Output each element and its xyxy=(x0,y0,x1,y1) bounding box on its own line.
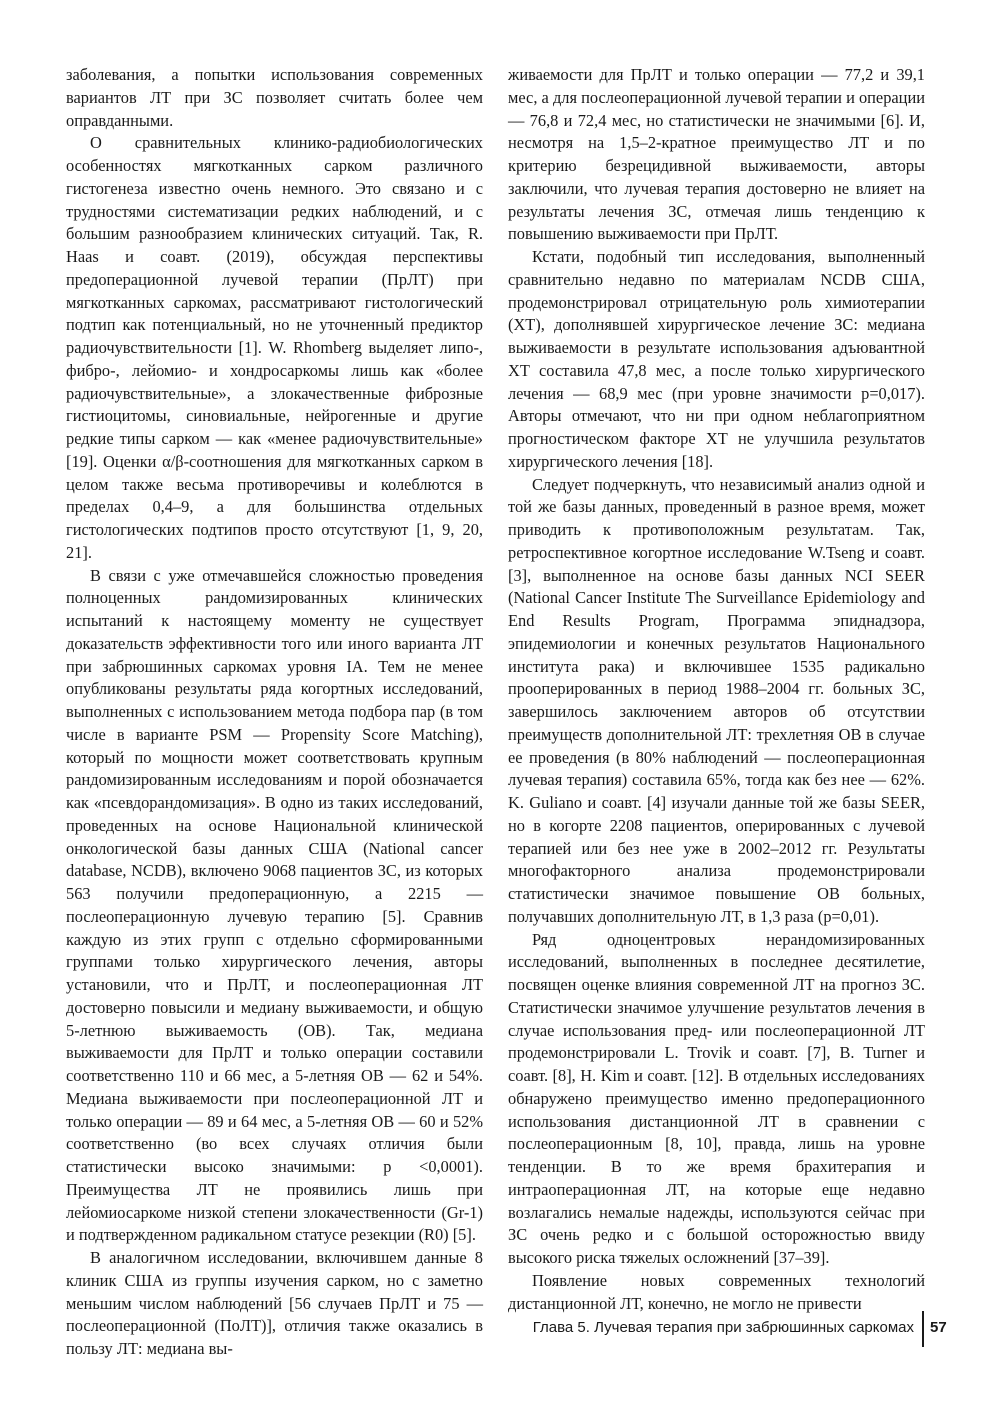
footer-divider xyxy=(922,1311,924,1347)
chapter-title: Глава 5. Лучевая терапия при забрюшинных саркомах xyxy=(532,1319,914,1336)
right-column xyxy=(508,64,925,1315)
paragraph: Следует подчеркнуть, что независимый анализ одной и той же базы данных, проведенный в разное время, может приводить к противоположным результатам. Так, ретроспективное когортное исследование W.Tseng и соавт. [3], выполненное на основе базы данных NCI SEER (National Cancer Institute The Surveillance Epidemiology and End Results Program, Программа эпиднадзора, эпидемиологии и конечных результатов Национального института рака) и включившее 1535 радикально прооперированных в период 1988–2004 гг. больных ЗС, завершилось заключением авторов об отсутствии преимуществ дополнительной ЛТ: трехлетняя ОВ в случае ее проведения (в 80% наблюдений — послеоперационная лучевая терапия) составила 65%, тогда как без нее — 62%. K. Guliano и соавт. [4] изучали данные той же базы SEER, но в когорте 2208 пациентов, оперированных с лучевой терапией или без нее уже в 2002–2012 гг. Результаты многофакторного анализа продемонстрировали статистически значимое повышение ОВ больных, получавших дополнительную ЛТ, в 1,3 раза (p=0,01). xyxy=(508,474,925,926)
page-footer xyxy=(0,1311,1000,1347)
paragraph: Кстати, подобный тип исследования, выполненный сравнительно недавно по материалам NCDB США, продемонстрировал отрицательную роль химиотерапии (ХТ), дополнявшей хирургическое лечение ЗС: медиана выживаемости в результате использования адъювантной ХТ составила 47,8 мес, а после только хирургического лечения — 68,9 мес (при уровне значимости p=0,017). Авторы отмечают, что ни при одном неблагоприятном прогностическом факторе ХТ не улучшила результатов хирургического лечения [18]. xyxy=(508,247,925,471)
paragraph: Ряд одноцентровых нерандомизированных исследований, выполненных в последнее десятилетие, посвящен оценке влияния современной ЛТ на прогноз ЗС. Статистически значимое улучшение результатов лечения в случае использования пред- или послеоперационной ЛТ продемонстрировали L. Trovik и соавт. [7], B. Turner и соавт. [8], H. Kim и соавт. [12]. В отдельных исследованиях обнаружено преимущество именно предоперационного использования дистанционной ЛТ в сравнении с послеоперационным [8, 10], правда, лишь на уровне тенденции. В то же время брахитерапия и интраоперационная ЛТ, на которые еще недавно возлагались немалые надежды, используются сейчас при ЗС очень редко и с большой осторожностью ввиду высокого риска тяжелых осложнений [37–39]. xyxy=(508,929,925,1267)
paragraph: В связи с уже отмечавшейся сложностью проведения полноценных рандомизированных клинических испытаний к настоящему моменту не существует доказательств эффективности того или иного варианта ЛТ при забрюшинных саркомах уровня IA. Тем не менее опубликованы результаты ряда когортных исследований, выполненных с использованием метода подбора пар (в том числе в варианте PSM — Propensity Score Matching), который по мощности может соответствовать крупным рандомизированным исследованиям и порой обозначается как «псевдорандомизация». В одно из таких исследований, проведенных на основе Национальной клинической онкологической базы данных США (National cancer database, NCDB), включено 9068 пациентов ЗС, из которых 563 получили предоперационную, а 2215 — послеоперационную лучевую терапию [5]. Сравнив каждую из этих групп с отдельно сформированными группами только хирургического лечения, авторы установили, что и ПрЛТ, и послеоперационная ЛТ достоверно повысили и медиану выживаемости, и общую 5-летнюю выживаемость (ОВ). Так, медиана выживаемости для ПрЛТ и только операции составили соответственно 110 и 66 мес, а 5-летняя ОВ — 62 и 54%. Медиана выживаемости при послеоперационной ЛТ и только операции — 89 и 64 мес, а 5-летняя ОВ — 60 и 52% соответственно (во всех случаях отличия были статистически высоко значимыми: p <0,0001). Преимущества ЛТ не проявились лишь при лейомиосаркоме низкой степени злокачественности (Gr-1) и подтвержденном радикальном статусе резекции (R0) [5]. xyxy=(66,565,483,1245)
left-column xyxy=(66,64,483,1361)
paragraph: заболевания, а попытки использования современных вариантов ЛТ при ЗС позволяет считать более чем оправданными. xyxy=(66,65,483,130)
page-number: 57 xyxy=(930,1319,947,1336)
paragraph: живаемости для ПрЛТ и только операции — 77,2 и 39,1 мес, а для послеоперационной лучевой терапии и операции — 76,8 и 72,4 мес, но статистически не значимыми [6]. И, несмотря на 1,5–2-кратное преимущество ЛТ и по критерию безрецидивной выживаемости, авторы заключили, что лучевая терапия достоверно не влияет на результаты лечения ЗС, отмечая лишь тенденцию к повышению выживаемости при ПрЛТ. xyxy=(508,65,925,244)
paragraph: О сравнительных клинико-радиобиологических особенностях мягкотканных сарком различного гистогенеза известно очень немного. Это связано и с трудностями систематизации редких наблюдений, и с большим разнообразием клинических ситуаций. Так, R. Haas и соавт. (2019), обсуждая перспективы предоперационной лучевой терапии (ПрЛТ) при мягкотканных саркомах, рассматривают гистологический подтип как потенциальный, но не уточненный предиктор радиочувствительности [1]. W. Rhomberg выделяет липо-, фибро-, лейомио- и хондросаркомы лишь как «более радиочувствительные», а злокачественные фиброзные гистиоцитомы, синовиальные, нейрогенные и другие редкие типы сарком — как «менее радиочувствительные» [19]. Оценки α/β-соотношения для мягкотканных сарком в целом также весьма противоречивы и колеблются в пределах 0,4–9, а для большинства отдельных гистологических подтипов просто отсутствуют [1, 9, 20, 21]. xyxy=(66,133,483,562)
paragraph: Появление новых современных технологий дистанционной ЛТ, конечно, не могло не привести xyxy=(508,1270,925,1313)
paragraph: В аналогичном исследовании, включившем данные 8 клиник США из группы изучения сарком, но с заметно меньшим числом наблюдений [56 случаев ПрЛТ и 75 — послеоперационной (ПоЛТ)], отличия также оказались в пользу ЛТ: медиана вы- xyxy=(66,1248,483,1358)
